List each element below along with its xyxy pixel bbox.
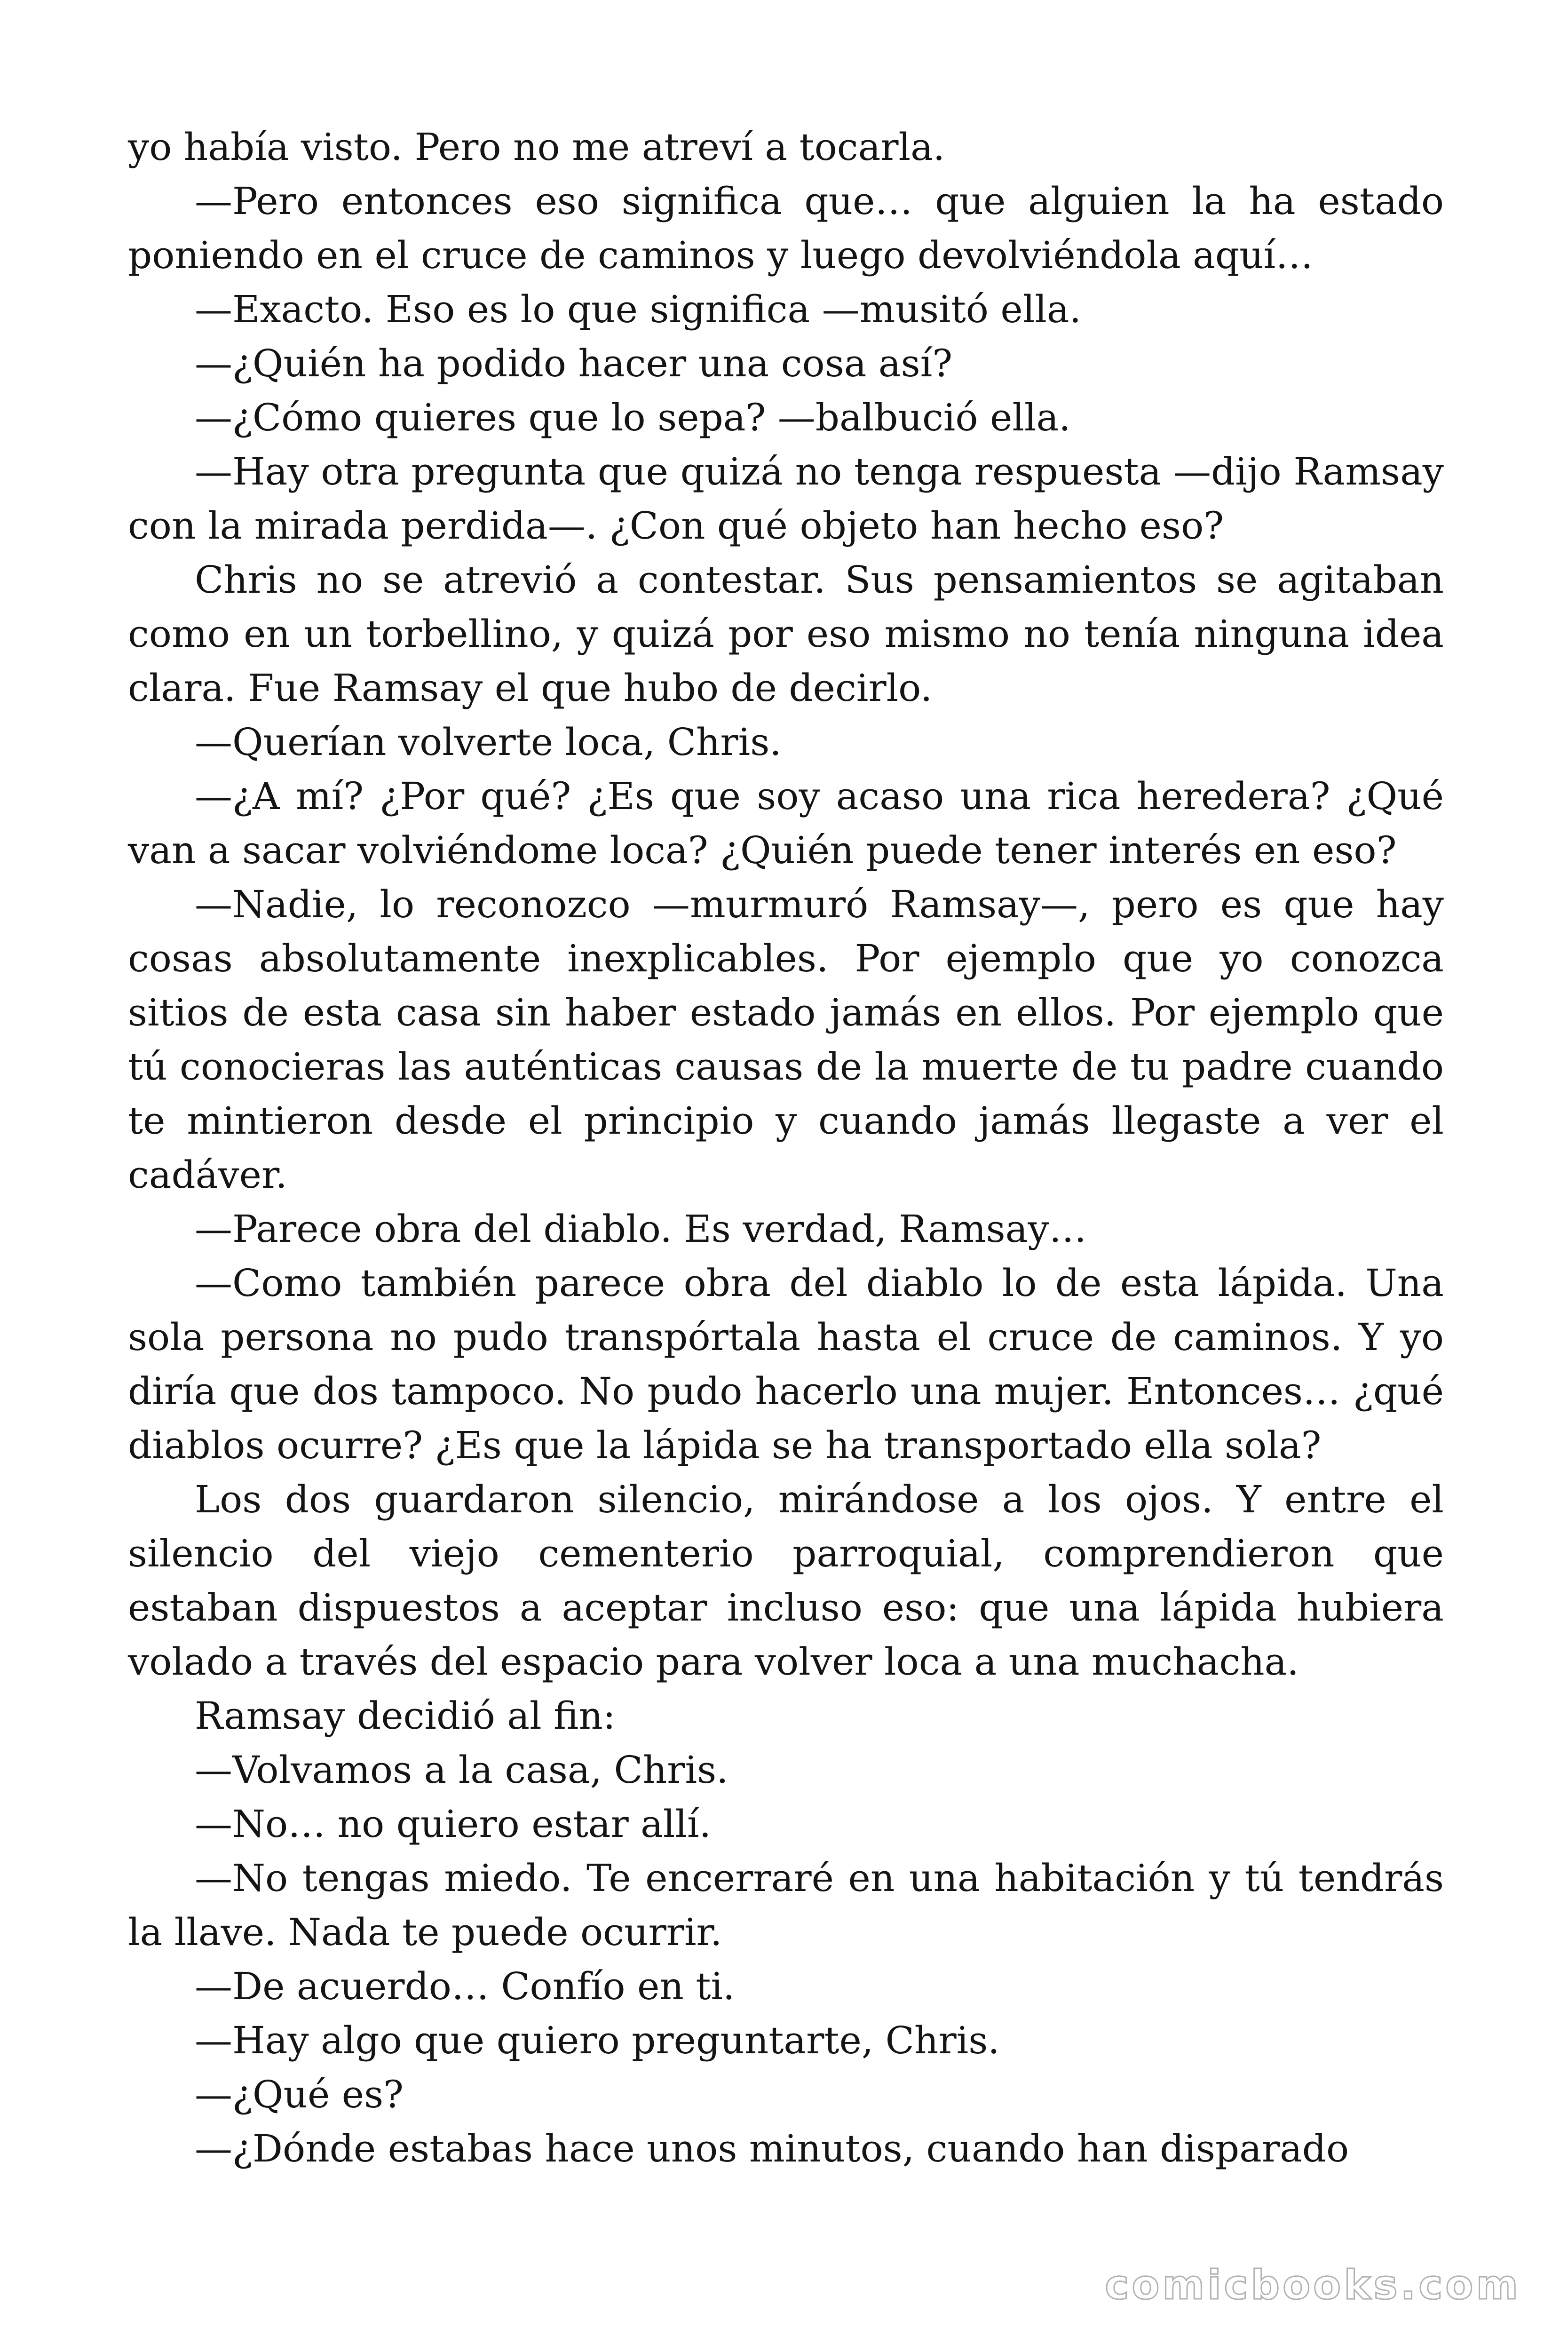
paragraph: Ramsay decidió al fin: <box>195 1694 616 1738</box>
paragraph: —De acuerdo… Confío en ti. <box>195 1964 735 2008</box>
paragraph: —No tengas miedo. Te encerraré en una habitación y tú tendrás la llave. Nada te puede ocurrir. <box>128 1856 1444 1954</box>
paragraph: —¿A mí? ¿Por qué? ¿Es que soy acaso una rica heredera? ¿Qué van a sacar volviéndome loca? ¿Quién puede tener interés en eso? <box>128 774 1444 872</box>
paragraph: —Como también parece obra del diablo lo de esta lápida. Una sola persona no pudo transpórtala hasta el cruce de caminos. Y yo diría que dos tampoco. No pudo hacerlo una mujer. Entonces… ¿qué diablos ocurre? ¿Es que la lápida se ha transportado ella sola? <box>128 1261 1444 1467</box>
paragraph: —¿Quién ha podido hacer una cosa así? <box>195 342 953 385</box>
paragraph: —¿Dónde estabas hace unos minutos, cuando han disparado <box>195 2127 1349 2170</box>
body-text <box>128 120 1444 2176</box>
paragraph: —Parece obra del diablo. Es verdad, Ramsay… <box>195 1207 1087 1251</box>
paragraph: —Pero entonces eso significa que… que alguien la ha estado poniendo en el cruce de caminos y luego devolviéndola aquí… <box>128 179 1444 277</box>
paragraph: —No… no quiero estar allí. <box>195 1802 712 1846</box>
paragraph: Los dos guardaron silencio, mirándose a los ojos. Y entre el silencio del viejo cementerio parroquial, comprendieron que estaban dispuestos a aceptar incluso eso: que una lápida hubiera volado a través del espacio para volver loca a una muchacha. <box>128 1478 1444 1684</box>
paragraph: —Exacto. Eso es lo que significa —musitó ella. <box>195 287 1081 331</box>
paragraph: —¿Cómo quieres que lo sepa? —balbució ella. <box>195 396 1071 439</box>
watermark: comicbooks.com <box>1105 2262 1521 2309</box>
paragraph: —Querían volverte loca, Chris. <box>195 720 782 764</box>
paragraph: —Hay algo que quiero preguntarte, Chris. <box>195 2018 1000 2062</box>
paragraph: —Nadie, lo reconozco —murmuró Ramsay—, pero es que hay cosas absolutamente inexplicables. Por ejemplo que yo conozca sitios de esta casa sin haber estado jamás en ellos. Por ejemplo que tú conocieras las auténticas causas de la muerte de tu padre cuando te mintieron desde el principio y cuando jamás llegaste a ver el cadáver. <box>128 882 1444 1197</box>
paragraph: yo había visto. Pero no me atreví a tocarla. <box>128 125 945 169</box>
paragraph: Chris no se atrevió a contestar. Sus pensamientos se agitaban como en un torbellino, y quizá por eso mismo no tenía ninguna idea clara. Fue Ramsay el que hubo de decirlo. <box>128 558 1444 710</box>
paragraph: —Hay otra pregunta que quizá no tenga respuesta —dijo Ramsay con la mirada perdida—. ¿Con qué objeto han hecho eso? <box>128 450 1444 548</box>
paragraph: —Volvamos a la casa, Chris. <box>195 1748 729 1792</box>
paragraph: —¿Qué es? <box>195 2073 404 2116</box>
